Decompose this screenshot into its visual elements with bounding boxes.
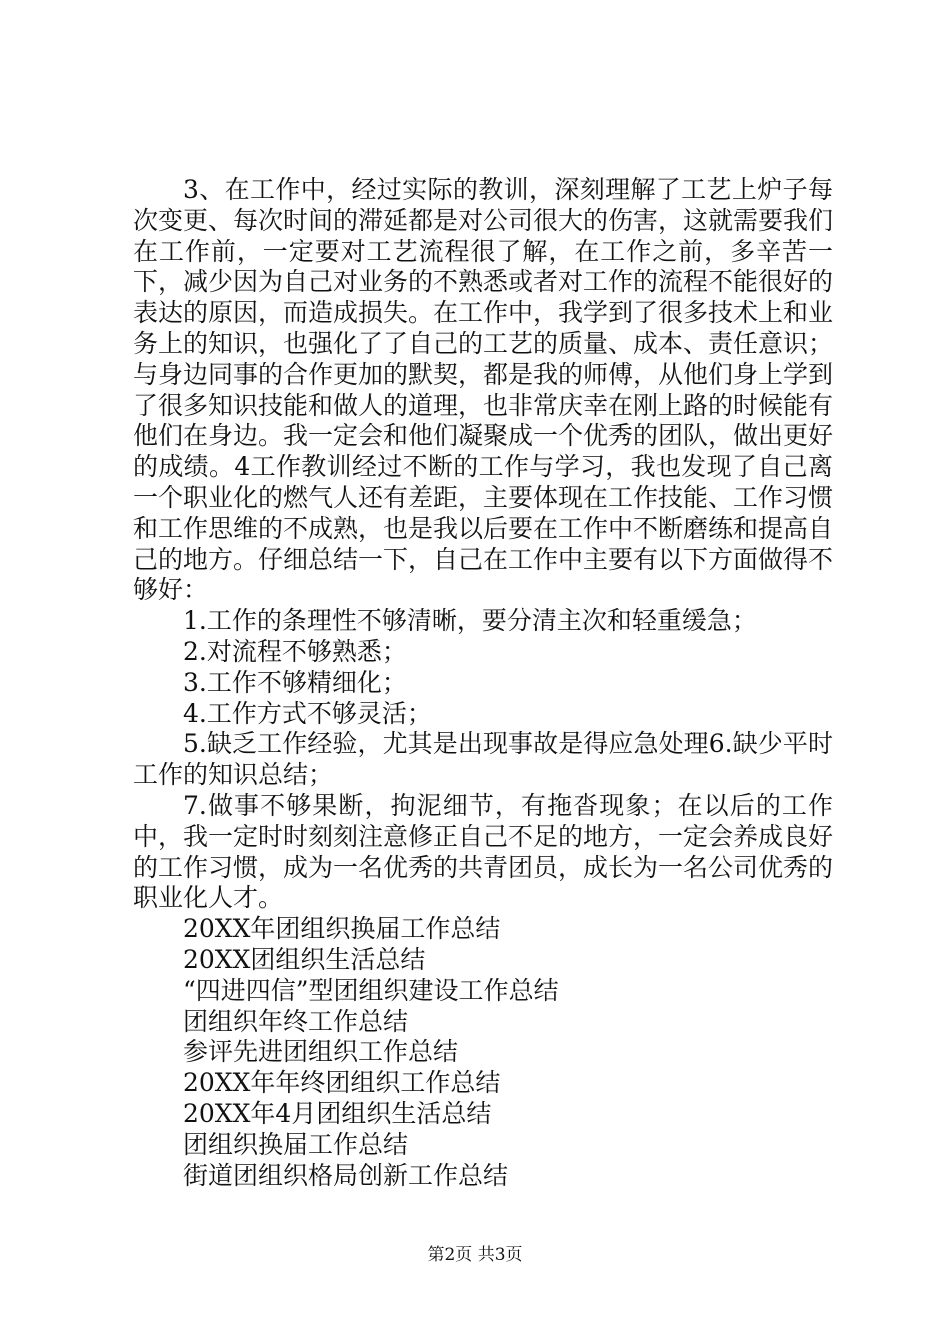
related-title-link[interactable]: 街道团组织格局创新工作总结 <box>183 1160 509 1190</box>
related-title-link[interactable]: 团组织换届工作总结 <box>183 1129 409 1159</box>
related-title-link[interactable]: 20XX年团组织换届工作总结 <box>183 914 501 944</box>
document-body <box>133 175 833 1191</box>
list-item: 1.工作的条理性不够清晰，要分清主次和轻重缓急； <box>183 606 757 636</box>
related-title-link[interactable]: 团组织年终工作总结 <box>183 1006 409 1036</box>
related-title-link[interactable]: 20XX年4月团组织生活总结 <box>183 1098 492 1128</box>
related-title-link[interactable]: 参评先进团组织工作总结 <box>183 1037 459 1067</box>
related-titles-list <box>133 914 833 1191</box>
page-number-footer: 第2页 共3页 <box>427 1245 523 1265</box>
list-item: 2.对流程不够熟悉； <box>183 636 407 666</box>
list-item: 4.工作方式不够灵活； <box>183 698 432 728</box>
list-item: 7.做事不够果断，拘泥细节，有拖沓现象；在以后的工作中，我一定时时刻刻注意修正自己不足的地方，一定会养成良好的工作习惯，成为一名优秀的共青团员，成长为一名公司优秀的职业化人才。 <box>133 790 834 913</box>
list-item: 3.工作不够精细化； <box>183 667 407 697</box>
body-paragraph: 3、在工作中，经过实际的教训，深刻理解了工艺上炉子每次变更、每次时间的滞延都是对公司很大的伤害，这就需要我们在工作前，一定要对工艺流程很了解，在工作之前，多辛苦一下，减少因为自己对业务的不熟悉或者对工作的流程不能很好的表达的原因，而造成损失。在工作中，我学到了很多技术上和业务上的知识，也强化了了自己的工艺的质量、成本、责任意识；与身边同事的合作更加的默契，都是我的师傅，从他们身上学到了很多知识技能和做人的道理，也非常庆幸在刚上路的时候能有他们在身边。我一定会和他们凝聚成一个优秀的团队，做出更好的成绩。4工作教训经过不断的工作与学习，我也发现了自己离一个职业化的燃气人还有差距，主要体现在工作技能、工作习惯和工作思维的不成熟，也是我以后要在工作中不断磨练和提高自己的地方。仔细总结一下，自己在工作中主要有以下方面做得不够好： <box>133 175 834 605</box>
list-item: 5.缺乏工作经验，尤其是出现事故是得应急处理6.缺少平时工作的知识总结； <box>133 729 833 790</box>
related-title-link[interactable]: “四进四信”型团组织建设工作总结 <box>183 975 559 1005</box>
related-title-link[interactable]: 20XX团组织生活总结 <box>183 944 426 974</box>
related-title-link[interactable]: 20XX年年终团组织工作总结 <box>183 1068 501 1098</box>
